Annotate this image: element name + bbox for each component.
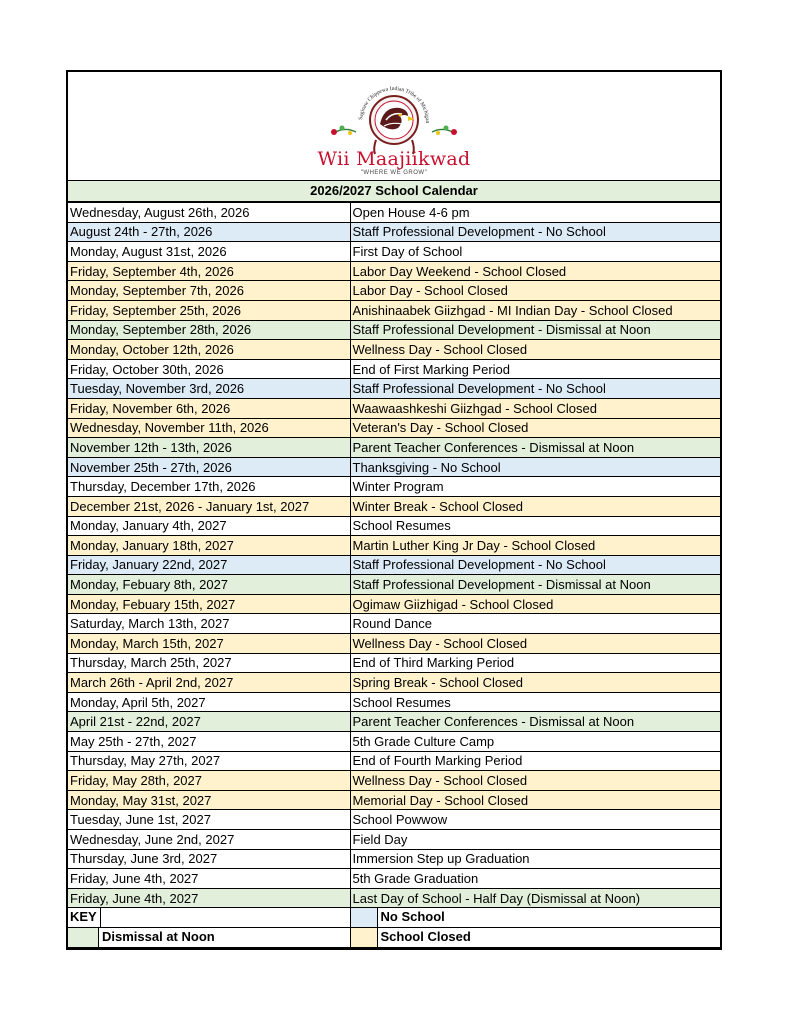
- event-date: Wednesday, November 11th, 2026: [68, 418, 350, 438]
- event-date: Thursday, December 17th, 2026: [68, 477, 350, 497]
- calendar-row: [68, 242, 720, 262]
- event-date: Wednesday, August 26th, 2026: [68, 203, 350, 223]
- event-date: November 25th - 27th, 2026: [68, 457, 350, 477]
- event-description: Wellness Day - School Closed: [350, 634, 720, 654]
- tagline: "WHERE WE GROW": [360, 170, 428, 176]
- event-description: End of First Marking Period: [350, 359, 720, 379]
- event-date: Friday, June 4th, 2027: [68, 869, 350, 889]
- event-date: Tuesday, June 1st, 2027: [68, 810, 350, 830]
- calendar-row: [68, 418, 720, 438]
- event-description: Immersion Step up Graduation: [350, 849, 720, 869]
- key-closed-cell: [350, 927, 720, 947]
- calendar-title: 2026/2027 School Calendar: [68, 181, 720, 202]
- event-date: November 12th - 13th, 2026: [68, 438, 350, 458]
- closed-label: School Closed: [380, 928, 471, 944]
- event-date: Monday, January 18th, 2027: [68, 536, 350, 556]
- event-description: Wellness Day - School Closed: [350, 340, 720, 360]
- calendar-row: [68, 555, 720, 575]
- event-date: Monday, April 5th, 2027: [68, 692, 350, 712]
- event-date: Friday, September 25th, 2026: [68, 300, 350, 320]
- event-description: Memorial Day - School Closed: [350, 790, 720, 810]
- event-date: Monday, September 7th, 2026: [68, 281, 350, 301]
- calendar-row: [68, 849, 720, 869]
- event-date: March 26th - April 2nd, 2027: [68, 673, 350, 693]
- event-date: Monday, September 28th, 2026: [68, 320, 350, 340]
- calendar-row: [68, 634, 720, 654]
- event-description: First Day of School: [350, 242, 720, 262]
- event-description: Last Day of School - Half Day (Dismissal at Noon): [350, 888, 720, 908]
- event-description: Parent Teacher Conferences - Dismissal at Noon: [350, 438, 720, 458]
- event-date: Monday, Febuary 15th, 2027: [68, 594, 350, 614]
- event-date: April 21st - 22nd, 2027: [68, 712, 350, 732]
- calendar-row: [68, 379, 720, 399]
- event-date: December 21st, 2026 - January 1st, 2027: [68, 496, 350, 516]
- event-description: Martin Luther King Jr Day - School Closed: [350, 536, 720, 556]
- calendar-row: [68, 888, 720, 908]
- calendar-row: [68, 203, 720, 223]
- calendar-row: [68, 712, 720, 732]
- event-date: Friday, September 4th, 2026: [68, 261, 350, 281]
- event-description: School Resumes: [350, 692, 720, 712]
- key-label: KEY: [68, 908, 101, 927]
- calendar-row: [68, 830, 720, 850]
- brand-name: Wii Maajiikwad: [317, 148, 471, 170]
- calendar-row: [68, 575, 720, 595]
- event-description: End of Fourth Marking Period: [350, 751, 720, 771]
- event-date: Friday, November 6th, 2026: [68, 398, 350, 418]
- event-description: Wellness Day - School Closed: [350, 771, 720, 791]
- calendar-header: [68, 72, 720, 181]
- calendar-row: [68, 653, 720, 673]
- dismissal-swatch: [68, 928, 99, 947]
- event-date: Monday, May 31st, 2027: [68, 790, 350, 810]
- event-date: Friday, May 28th, 2027: [68, 771, 350, 791]
- no-school-swatch: [351, 908, 378, 927]
- calendar-row: [68, 496, 720, 516]
- calendar-row: [68, 751, 720, 771]
- calendar-row: [68, 300, 720, 320]
- legend: [68, 908, 720, 947]
- calendar-row: [68, 438, 720, 458]
- event-date: Tuesday, November 3rd, 2026: [68, 379, 350, 399]
- event-date: Thursday, May 27th, 2027: [68, 751, 350, 771]
- calendar-row: [68, 614, 720, 634]
- event-date: Friday, January 22nd, 2027: [68, 555, 350, 575]
- event-description: Parent Teacher Conferences - Dismissal at Noon: [350, 712, 720, 732]
- event-date: Friday, October 30th, 2026: [68, 359, 350, 379]
- event-description: Waawaashkeshi Giizhgad - School Closed: [350, 398, 720, 418]
- event-description: Thanksgiving - No School: [350, 457, 720, 477]
- event-description: 5th Grade Graduation: [350, 869, 720, 889]
- event-date: Friday, June 4th, 2027: [68, 888, 350, 908]
- event-description: Field Day: [350, 830, 720, 850]
- calendar-row: [68, 594, 720, 614]
- arc-text: Saginaw Chippewa Indian Tribe of Michigan: [358, 85, 431, 124]
- key-no-school-cell: [350, 908, 720, 928]
- event-date: August 24th - 27th, 2026: [68, 222, 350, 242]
- event-date: May 25th - 27th, 2027: [68, 732, 350, 752]
- event-description: Staff Professional Development - Dismissal at Noon: [350, 575, 720, 595]
- event-description: Staff Professional Development - No School: [350, 379, 720, 399]
- event-description: Staff Professional Development - Dismissal at Noon: [350, 320, 720, 340]
- key-label-cell: [68, 908, 350, 928]
- event-description: School Powwow: [350, 810, 720, 830]
- calendar-row: [68, 732, 720, 752]
- event-description: Open House 4-6 pm: [350, 203, 720, 223]
- calendar-row: [68, 771, 720, 791]
- event-description: School Resumes: [350, 516, 720, 536]
- calendar-table: [68, 202, 720, 948]
- calendar-row: [68, 222, 720, 242]
- calendar-rows: [68, 203, 720, 908]
- calendar-row: [68, 281, 720, 301]
- event-description: Veteran's Day - School Closed: [350, 418, 720, 438]
- event-description: Labor Day Weekend - School Closed: [350, 261, 720, 281]
- calendar-sheet: [66, 70, 722, 950]
- event-date: Thursday, March 25th, 2027: [68, 653, 350, 673]
- event-description: Winter Break - School Closed: [350, 496, 720, 516]
- event-date: Saturday, March 13th, 2027: [68, 614, 350, 634]
- event-date: Monday, August 31st, 2026: [68, 242, 350, 262]
- calendar-row: [68, 810, 720, 830]
- event-description: Winter Program: [350, 477, 720, 497]
- calendar-row: [68, 398, 720, 418]
- calendar-row: [68, 869, 720, 889]
- calendar-row: [68, 673, 720, 693]
- event-description: 5th Grade Culture Camp: [350, 732, 720, 752]
- calendar-row: [68, 477, 720, 497]
- calendar-row: [68, 261, 720, 281]
- event-description: Ogimaw Giizhigad - School Closed: [350, 594, 720, 614]
- event-description: End of Third Marking Period: [350, 653, 720, 673]
- event-description: Anishinaabek Giizhgad - MI Indian Day - School Closed: [350, 300, 720, 320]
- event-description: Labor Day - School Closed: [350, 281, 720, 301]
- event-date: Wednesday, June 2nd, 2027: [68, 830, 350, 850]
- event-description: Round Dance: [350, 614, 720, 634]
- calendar-row: [68, 320, 720, 340]
- calendar-row: [68, 790, 720, 810]
- calendar-row: [68, 536, 720, 556]
- event-date: Monday, October 12th, 2026: [68, 340, 350, 360]
- closed-swatch: [351, 928, 378, 947]
- event-date: Monday, March 15th, 2027: [68, 634, 350, 654]
- event-description: Staff Professional Development - No School: [350, 555, 720, 575]
- key-dismissal-cell: [68, 927, 350, 947]
- calendar-row: [68, 340, 720, 360]
- dismissal-label: Dismissal at Noon: [102, 928, 215, 944]
- event-date: Monday, January 4th, 2027: [68, 516, 350, 536]
- calendar-row: [68, 457, 720, 477]
- event-description: Staff Professional Development - No School: [350, 222, 720, 242]
- event-date: Thursday, June 3rd, 2027: [68, 849, 350, 869]
- event-date: Monday, Febuary 8th, 2027: [68, 575, 350, 595]
- no-school-label: No School: [380, 909, 445, 925]
- calendar-row: [68, 692, 720, 712]
- event-description: Spring Break - School Closed: [350, 673, 720, 693]
- calendar-row: [68, 516, 720, 536]
- calendar-row: [68, 359, 720, 379]
